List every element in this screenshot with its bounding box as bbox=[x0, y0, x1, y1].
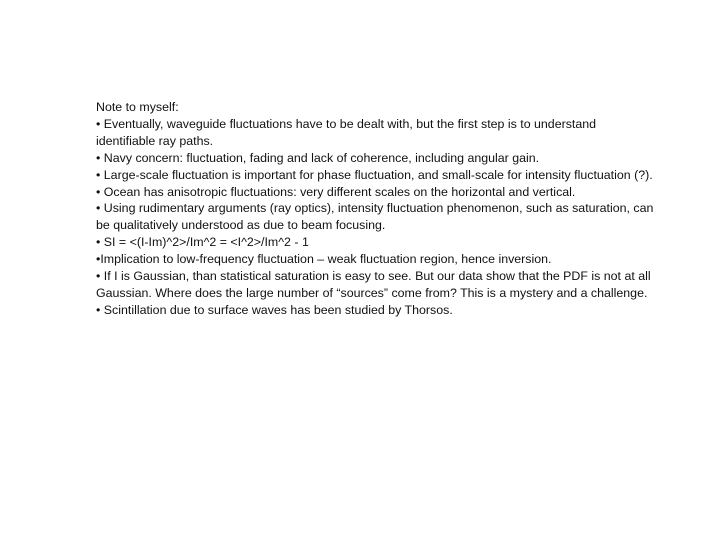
note-bullet-scintillation: • Scintillation due to surface waves has been studied by Thorsos. bbox=[96, 302, 453, 317]
note-bullet-large-scale: • Large-scale fluctuation is important for phase fluctuation, and small-scale for intensity fluctuation (?). bbox=[96, 167, 653, 182]
note-bullet-si-formula: • SI = <(I-Im)^2>/Im^2 = <I^2>/Im^2 - 1 bbox=[96, 235, 309, 250]
note-bullet-ray-optics: • Using rudimentary arguments (ray optics), intensity fluctuation phenomenon, such as saturation, can be qualitatively understood as due to beam focusing. bbox=[96, 201, 654, 233]
note-bullet-navy-concern: • Navy concern: fluctuation, fading and lack of coherence, including angular gain. bbox=[96, 150, 540, 165]
note-bullet-gaussian: • If I is Gaussian, than statistical saturation is easy to see. But our data show that the PDF is not at all Gaussian. Where does the large number of “sources” come from? This is a mystery and a challenge. bbox=[96, 269, 651, 300]
note-bullet-waveguide: • Eventually, waveguide fluctuations have to be dealt with, but the first step is to understand identifiable ray paths. bbox=[96, 116, 597, 148]
note-heading: Note to myself: bbox=[96, 100, 179, 114]
note-text-block bbox=[96, 99, 656, 319]
note-bullet-anisotropic: • Ocean has anisotropic fluctuations: very different scales on the horizontal and vertical. bbox=[96, 184, 576, 199]
note-bullet-low-frequency: •Implication to low-frequency fluctuation – weak fluctuation region, hence inversion. bbox=[96, 252, 552, 267]
